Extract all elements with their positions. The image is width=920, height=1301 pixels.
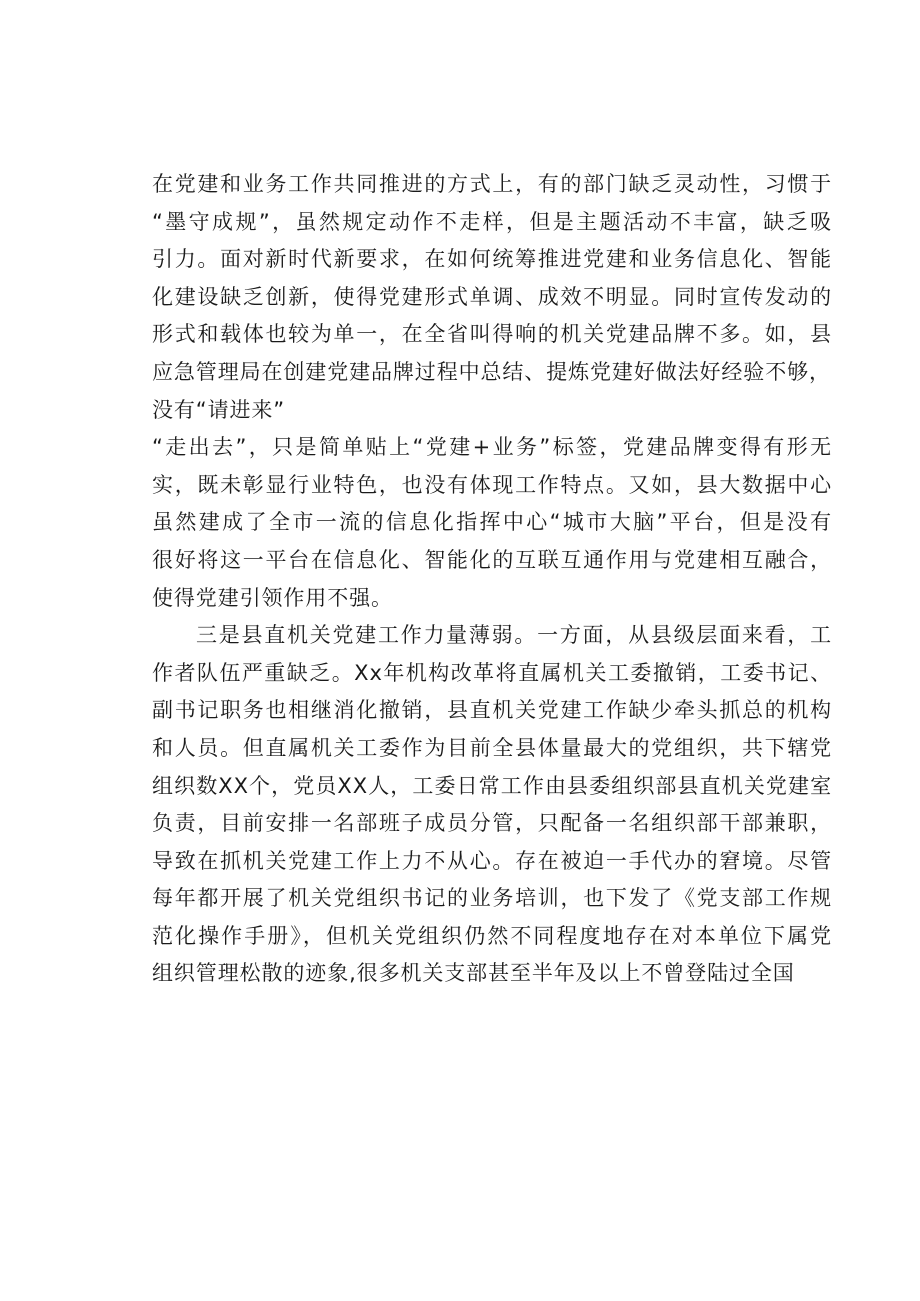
text-line: 每年都开展了机关党组织书记的业务培训，也下发了《党支部工作规 — [152, 886, 832, 911]
text-line: 组织数XX个，党员XX人，工委日常工作由县委组织部县直机关党建室 — [152, 773, 832, 798]
text-line: 很好将这一平台在信息化、智能化的互联互通作用与党建相互融合， — [152, 547, 832, 572]
text-line: 导致在抓机关党建工作上力不从心。存在被迫一手代办的窘境。尽管 — [152, 848, 832, 873]
text-line: 使得党建引领作用不强。 — [152, 585, 393, 610]
text-line: 组织管理松散的迹象,很多机关支部甚至半年及以上不曾登陆过全国 — [152, 961, 795, 986]
paragraph-start-line: 三是县直机关党建工作力量薄弱。一方面，从县级层面来看，工 — [196, 623, 832, 648]
text-line: 没有“请进来” — [152, 397, 286, 422]
text-line: 化建设缺乏创新，使得党建形式单调、成效不明显。同时宣传发动的 — [152, 284, 832, 309]
text-line: 实，既未彰显行业特色，也没有体现工作特点。又如，县大数据中心 — [152, 472, 832, 497]
text-line: 在党建和业务工作共同推进的方式上，有的部门缺乏灵动性，习惯于 — [152, 172, 832, 196]
text-line: 应急管理局在创建党建品牌过程中总结、提炼党建好做法好经验不够， — [152, 359, 831, 384]
text-line: 副书记职务也相继消化撤销，县直机关党建工作缺少牵头抓总的机构 — [152, 698, 832, 723]
text-line: 负责，目前安排一名部班子成员分管，只配备一名组织部干部兼职， — [152, 811, 832, 836]
document-body — [152, 166, 832, 993]
text-line: 形式和载体也较为单一，在全省叫得响的机关党建品牌不多。如，县 — [152, 322, 832, 347]
text-line: “走出去”，只是简单贴上“党建+业务”标签，党建品牌变得有形无 — [152, 435, 832, 460]
text-line: 虽然建成了全市一流的信息化指挥中心“城市大脑”平台，但是没有 — [152, 510, 832, 535]
text-line: 作者队伍严重缺乏。Xx年机构改革将直属机关工委撤销，工委书记、 — [152, 660, 832, 685]
text-line: 引力。面对新时代新要求，在如何统筹推进党建和业务信息化、智能 — [152, 247, 832, 272]
text-line: 和人员。但直属机关工委作为目前全县体量最大的党组织，共下辖党 — [152, 735, 832, 760]
text-line: 范化操作手册》，但机关党组织仍然不同程度地存在对本单位下属党 — [152, 923, 832, 948]
text-line: “墨守成规”，虽然规定动作不走样，但是主题活动不丰富，缺乏吸 — [152, 209, 832, 234]
